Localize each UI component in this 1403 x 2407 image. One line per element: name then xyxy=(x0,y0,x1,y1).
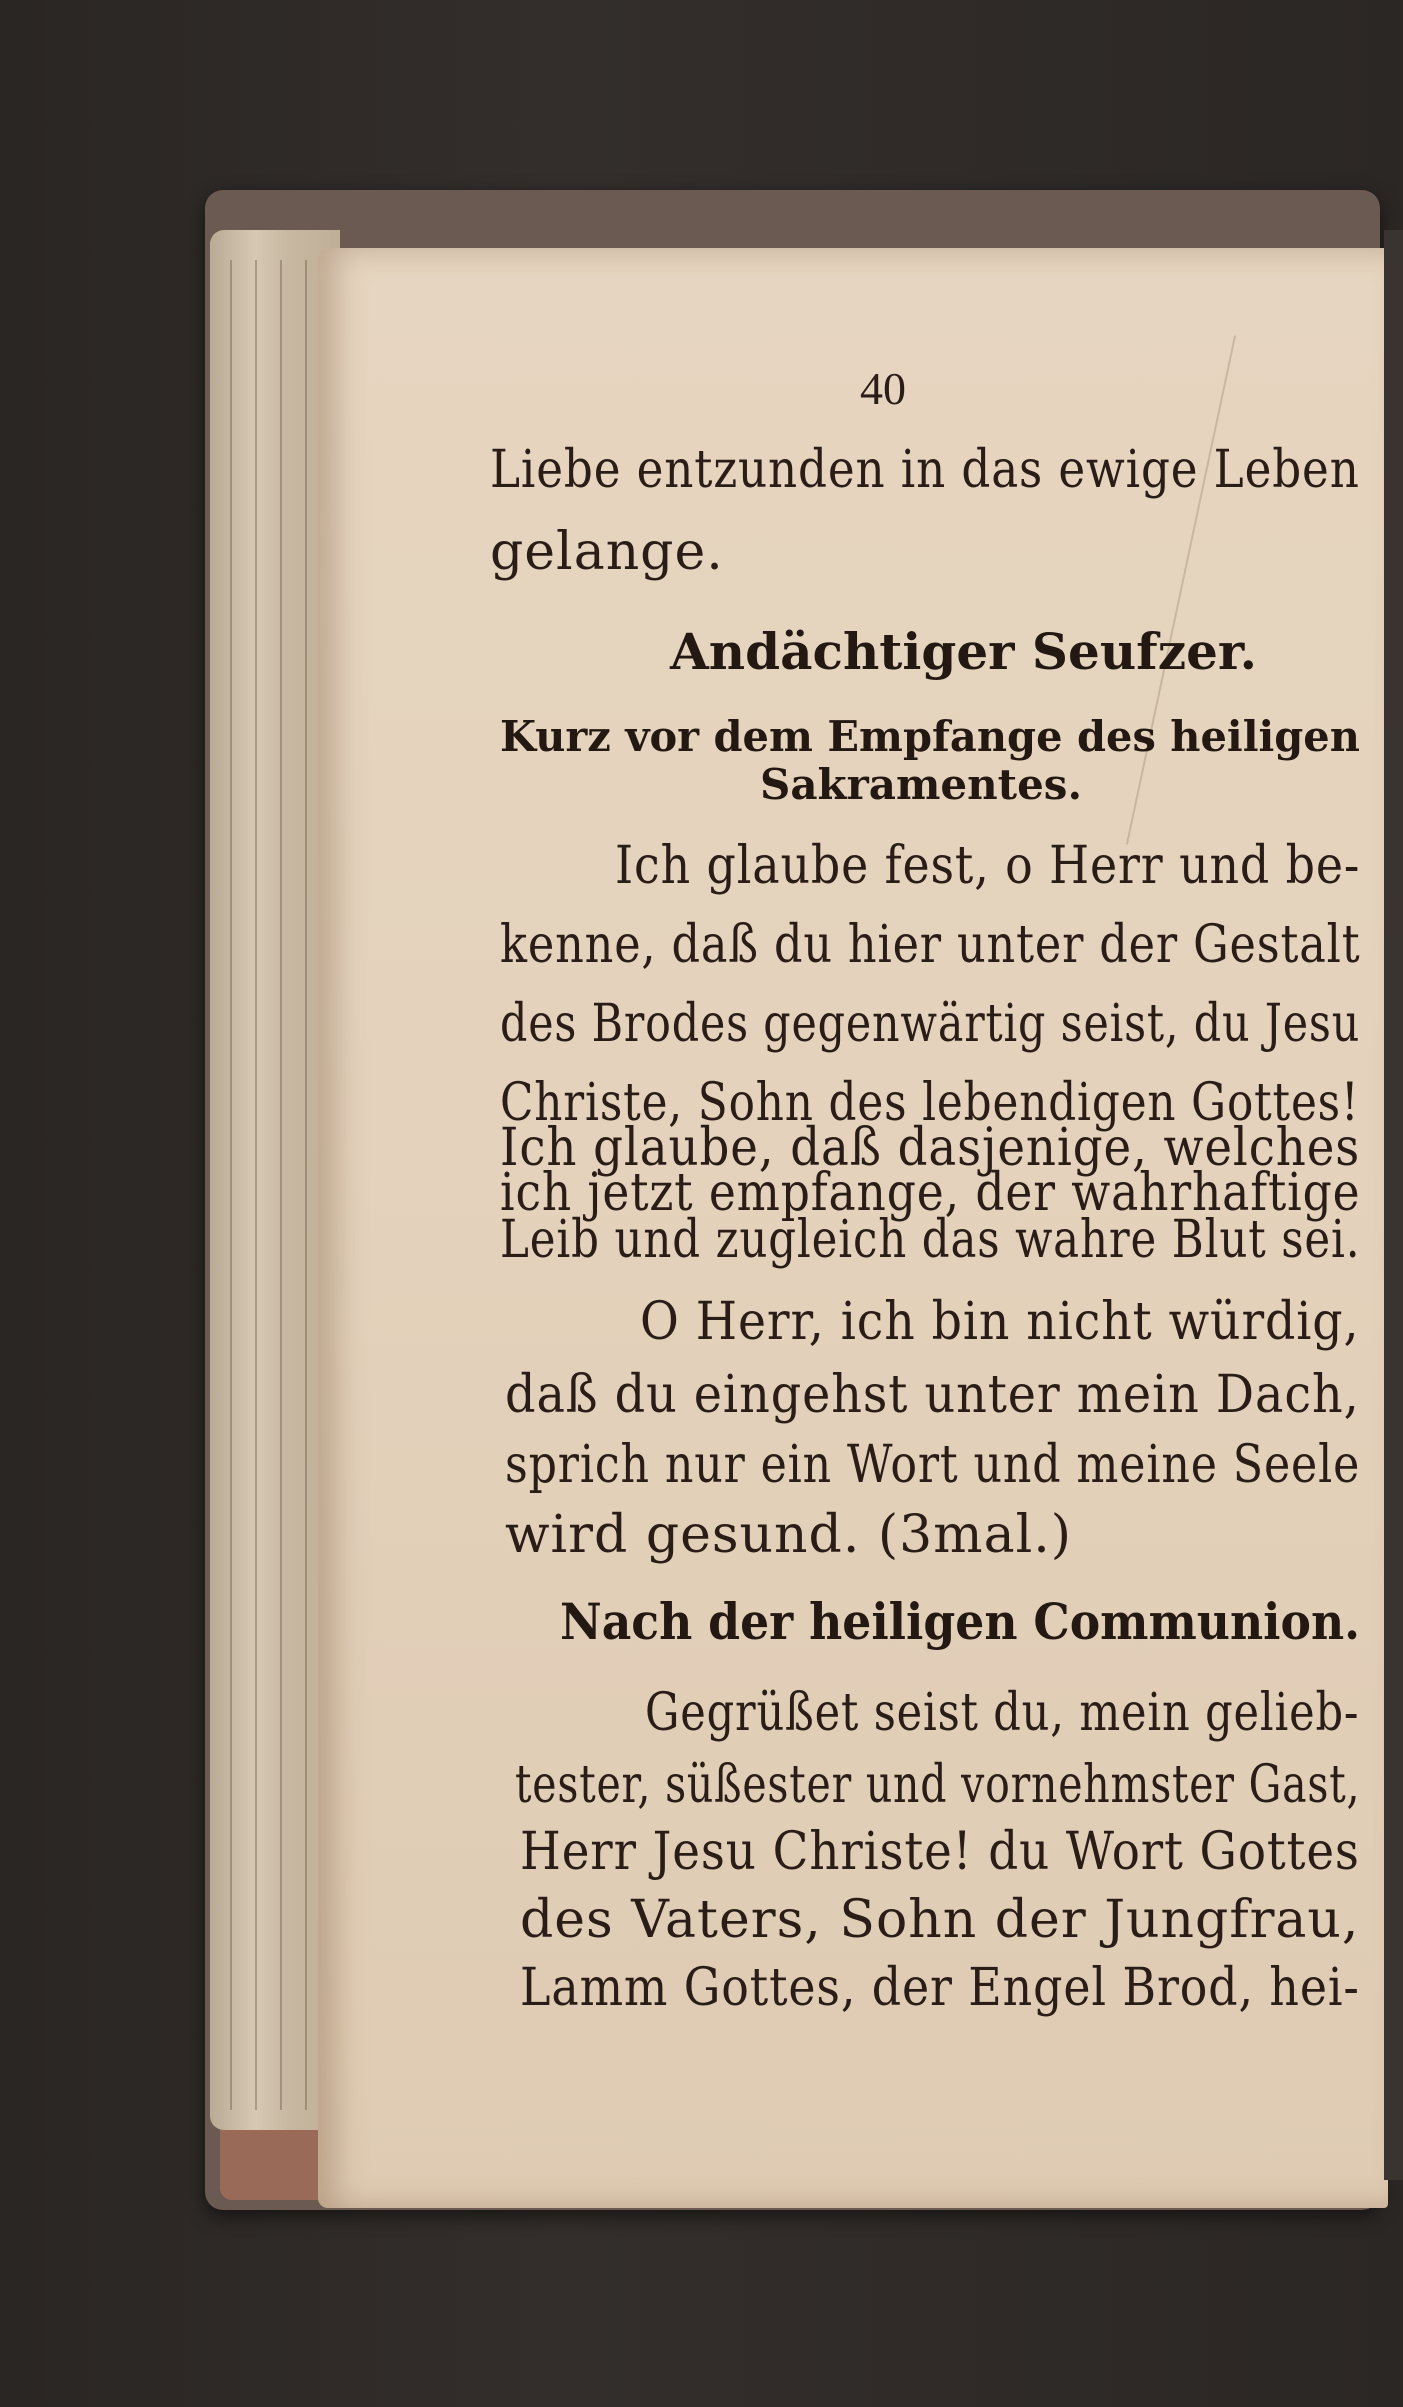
page-number: 40 xyxy=(860,363,906,414)
text-line: sprich nur ein Wort und meine Seele xyxy=(505,1435,1361,1495)
text-line: Lamm Gottes, der Engel Brod, hei- xyxy=(520,1958,1360,2018)
text-line: kenne, daß du hier unter der Gestalt xyxy=(500,915,1361,975)
text-line: Gegrüßet seist du, mein gelieb- xyxy=(645,1683,1360,1743)
section-heading: Nach der heiligen Communion. xyxy=(560,1592,1361,1651)
page-edge-line xyxy=(280,260,282,2110)
text-line: Ich glaube, daß dasjenige, welches xyxy=(500,1118,1361,1178)
page-edge-line xyxy=(305,260,307,2110)
text-line: tester, süßester und vornehmster Gast, xyxy=(515,1755,1361,1815)
page-edge-line xyxy=(255,260,257,2110)
text-line: wird gesund. (3mal.) xyxy=(505,1505,1073,1565)
text-line: Ich glaube fest, o Herr und be- xyxy=(615,836,1361,896)
page-edge-line xyxy=(230,260,232,2110)
text-line: des Brodes gegenwärtig seist, du Jesu xyxy=(500,994,1361,1054)
text-line: Liebe entzunden in das ewige Leben xyxy=(490,440,1360,500)
text-line: Herr Jesu Christe! du Wort Gottes xyxy=(520,1822,1360,1882)
text-line: daß du eingehst unter mein Dach, xyxy=(505,1365,1360,1425)
section-heading: Andächtiger Seufzer. xyxy=(670,622,1258,681)
text-line: Leib und zugleich das wahre Blut sei. xyxy=(500,1210,1361,1270)
section-subheading: Sakramentes. xyxy=(760,760,1083,809)
text-line: O Herr, ich bin nicht würdig, xyxy=(640,1292,1360,1352)
right-edge-strip xyxy=(1384,230,1403,2180)
text-line: Christe, Sohn des lebendigen Gottes! xyxy=(500,1073,1360,1133)
text-line: des Vaters, Sohn der Jungfrau, xyxy=(520,1890,1360,1950)
text-line: gelange. xyxy=(490,522,724,582)
section-subheading: Kurz vor dem Empfange des heiligen xyxy=(500,712,1360,761)
text-line: ich jetzt empfange, der wahrhaftige xyxy=(500,1163,1361,1223)
